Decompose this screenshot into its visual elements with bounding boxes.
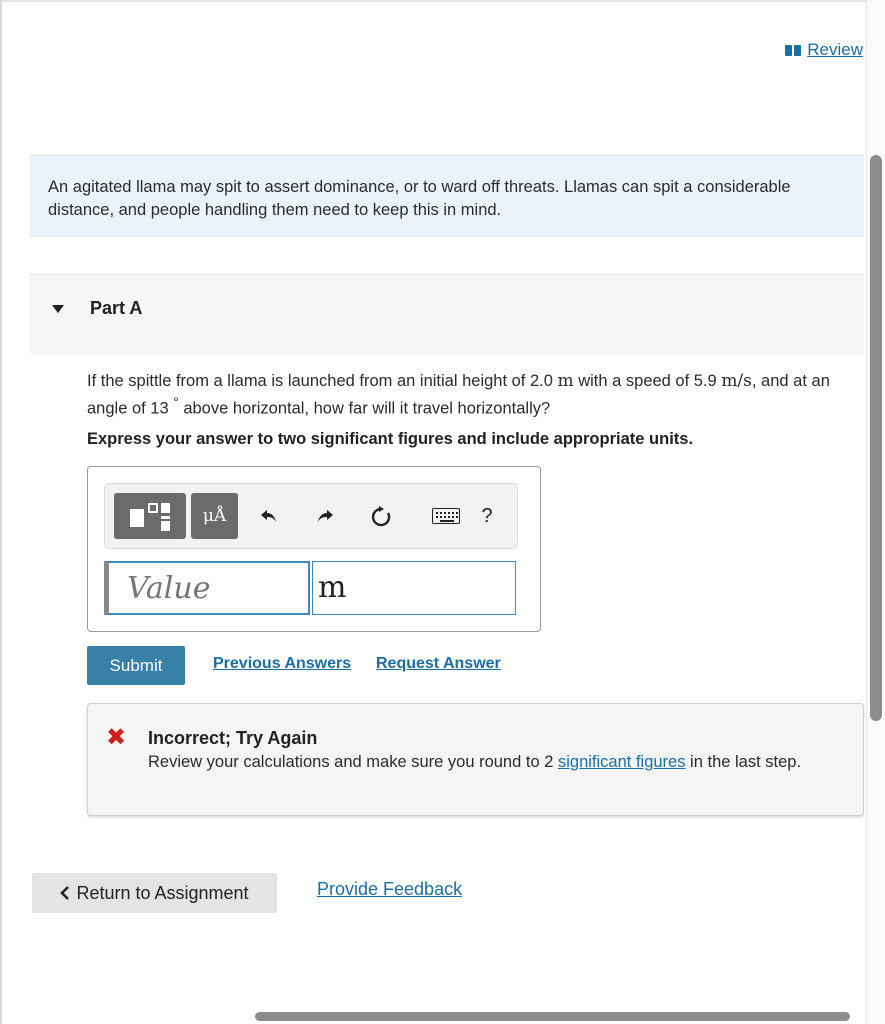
significant-figures-link[interactable]: significant figures [557, 753, 686, 771]
error-x-icon: ✖ [106, 724, 127, 751]
part-title: Part A [90, 298, 143, 318]
feedback-body [148, 751, 838, 774]
feedback-text: Review your calculations and make sure you round to 2 [148, 753, 558, 771]
templates-icon [128, 501, 172, 531]
question-part: above horizontal, how far will it travel horizontally? [178, 399, 551, 418]
vertical-scrollbar-thumb[interactable] [870, 155, 882, 721]
previous-answers-link[interactable]: Previous Answers [213, 655, 352, 672]
part-header[interactable] [30, 274, 864, 354]
value-input[interactable] [104, 561, 310, 615]
feedback-panel [87, 703, 864, 816]
question-text [87, 370, 857, 420]
submit-button[interactable]: Submit [87, 646, 185, 685]
redo-icon [316, 508, 334, 524]
reset-icon [370, 505, 392, 527]
return-to-assignment-button[interactable] [32, 873, 277, 913]
intro-panel [30, 155, 864, 237]
keyboard-icon [432, 508, 460, 524]
question-part: with a speed of 5.9 [573, 372, 722, 390]
help-button[interactable] [469, 493, 505, 539]
reset-button[interactable] [363, 493, 399, 539]
unit-meters: m [557, 371, 574, 391]
undo-icon [260, 508, 278, 524]
unit-input[interactable] [312, 561, 516, 615]
unit-meters-per-second: m/s [721, 371, 752, 391]
caret-down-icon[interactable] [52, 305, 64, 313]
request-answer-link[interactable]: Request Answer [376, 655, 501, 672]
feedback-title: Incorrect; Try Again [148, 728, 318, 748]
question-part: If the spittle from a llama is launched from an initial height of 2.0 [87, 372, 558, 390]
redo-button[interactable] [307, 493, 343, 539]
feedback-text: in the last step. [685, 753, 802, 771]
math-toolbar [104, 483, 518, 549]
top-border [0, 0, 885, 2]
review-label: Review [807, 40, 863, 59]
left-border [0, 0, 2, 1024]
degree-symbol: ° [173, 395, 179, 410]
review-link[interactable] [785, 40, 863, 60]
intro-text: An agitated llama may spit to assert dominance, or to ward off threats. Llamas can spit a considerable distance, and people handling them need to keep this in mind. [48, 178, 791, 219]
help-icon: ? [481, 504, 493, 527]
keyboard-button[interactable] [423, 493, 469, 539]
answer-box [87, 466, 541, 632]
units-icon: μÅ [202, 506, 227, 526]
answer-instruction: Express your answer to two significant figures and include appropriate units. [87, 430, 694, 448]
templates-button[interactable] [114, 493, 186, 539]
unit-value: m [318, 570, 347, 605]
return-label: Return to Assignment [76, 882, 249, 903]
chevron-left-icon [60, 886, 70, 900]
horizontal-scrollbar-thumb[interactable] [255, 1012, 850, 1021]
question-part: , and at an angle of 13 [87, 372, 830, 418]
book-icon [785, 45, 801, 56]
provide-feedback-link[interactable]: Provide Feedback [317, 879, 463, 899]
undo-button[interactable] [251, 493, 287, 539]
units-button[interactable] [191, 493, 238, 539]
